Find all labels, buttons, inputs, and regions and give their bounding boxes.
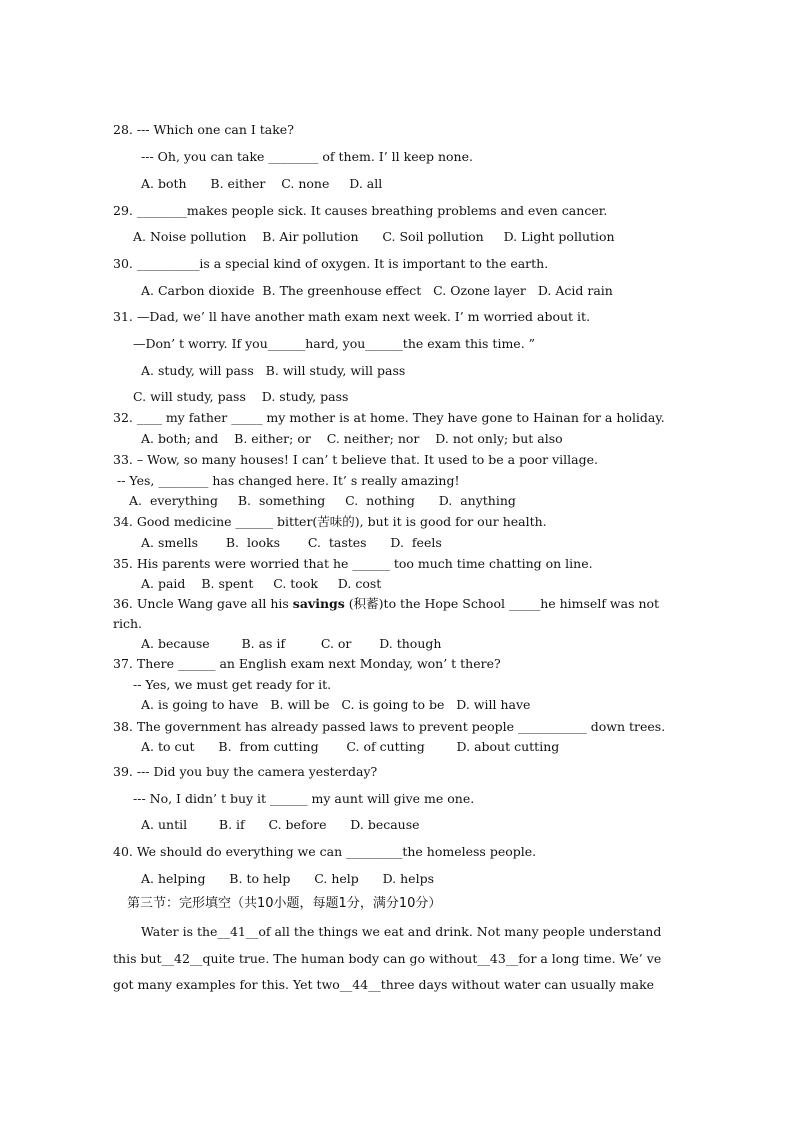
q39-reply: --- No, I didn’ t buy it ______ my aunt will give me one. <box>133 791 475 806</box>
q33-reply: -- Yes, ________ has changed here. It’ s really amazing! <box>117 473 460 488</box>
q31-options-ab: A. study, will pass B. will study, will pass <box>141 363 406 378</box>
q36-stem <box>113 596 659 612</box>
q40-stem: 40. We should do everything we can _________the homeless people. <box>113 844 537 859</box>
q36-options: A. because B. as if C. or D. though <box>141 636 442 651</box>
q31-stem: 31. —Dad, we’ ll have another math exam next week. I’ m worried about it. <box>113 309 591 324</box>
q37-stem: 37. There ______ an English exam next Monday, won’ t there? <box>113 656 501 671</box>
q39-stem: 39. --- Did you buy the camera yesterday? <box>113 764 378 779</box>
q29-stem: 29. ________makes people sick. It causes breathing problems and even cancer. <box>113 203 608 218</box>
q36-stem-wrap: rich. <box>113 616 142 631</box>
section-heading: 第三节：完形填空（共10小题，每题1分，满分10分） <box>127 896 442 911</box>
q32-options: A. both; and B. either; or C. neither; nor D. not only; but also <box>141 431 563 446</box>
q36-keyword: savings <box>292 596 345 611</box>
q37-reply: -- Yes, we must get ready for it. <box>133 677 332 692</box>
q31-reply: —Don’ t worry. If you______hard, you______the exam this time. ” <box>133 336 536 351</box>
q28-reply: --- Oh, you can take ________ of them. I’ ll keep none. <box>141 149 473 164</box>
q28-stem: 28. --- Which one can I take? <box>113 122 294 137</box>
q34-options: A. smells B. looks C. tastes D. feels <box>141 535 442 550</box>
q40-options: A. helping B. to help C. help D. helps <box>141 871 434 886</box>
q28-options: A. both B. either C. none D. all <box>141 176 383 191</box>
q29-options: A. Noise pollution B. Air pollution C. Soil pollution D. Light pollution <box>133 229 615 244</box>
cloze-paragraph-line-3: got many examples for this. Yet two__44__three days without water can usually make <box>113 977 655 992</box>
q38-options: A. to cut B. from cutting C. of cutting D. about cutting <box>141 739 560 754</box>
q35-stem: 35. His parents were worried that he ______ too much time chatting on line. <box>113 556 593 571</box>
q37-options: A. is going to have B. will be C. is going to be D. will have <box>141 697 531 712</box>
q39-options: A. until B. if C. before D. because <box>141 817 420 832</box>
q38-stem: 38. The government has already passed laws to prevent people ___________ down trees. <box>113 719 666 734</box>
q30-stem: 30. __________is a special kind of oxygen. It is important to the earth. <box>113 256 549 271</box>
cloze-paragraph-line-1: Water is the__41__of all the things we eat and drink. Not many people understand <box>141 924 662 939</box>
q33-stem: 33. – Wow, so many houses! I can’ t believe that. It used to be a poor village. <box>113 452 598 467</box>
q30-options: A. Carbon dioxide B. The greenhouse effect C. Ozone layer D. Acid rain <box>141 283 613 298</box>
cloze-paragraph-line-2: this but__42__quite true. The human body can go without__43__for a long time. We’ ve <box>113 951 662 966</box>
q36-stem-start: 36. Uncle Wang gave all his <box>113 596 293 611</box>
q31-options-cd: C. will study, pass D. study, pass <box>133 389 349 404</box>
q32-stem: 32. ____ my father _____ my mother is at home. They have gone to Hainan for a holiday. <box>113 410 665 425</box>
q34-stem: 34. Good medicine ______ bitter(苦味的), but it is good for our health. <box>113 514 547 529</box>
q33-options: A. everything B. something C. nothing D. anything <box>129 493 516 508</box>
q36-stem-end: (积蓄)to the Hope School _____he himself was not <box>344 596 660 611</box>
q35-options: A. paid B. spent C. took D. cost <box>141 576 382 591</box>
